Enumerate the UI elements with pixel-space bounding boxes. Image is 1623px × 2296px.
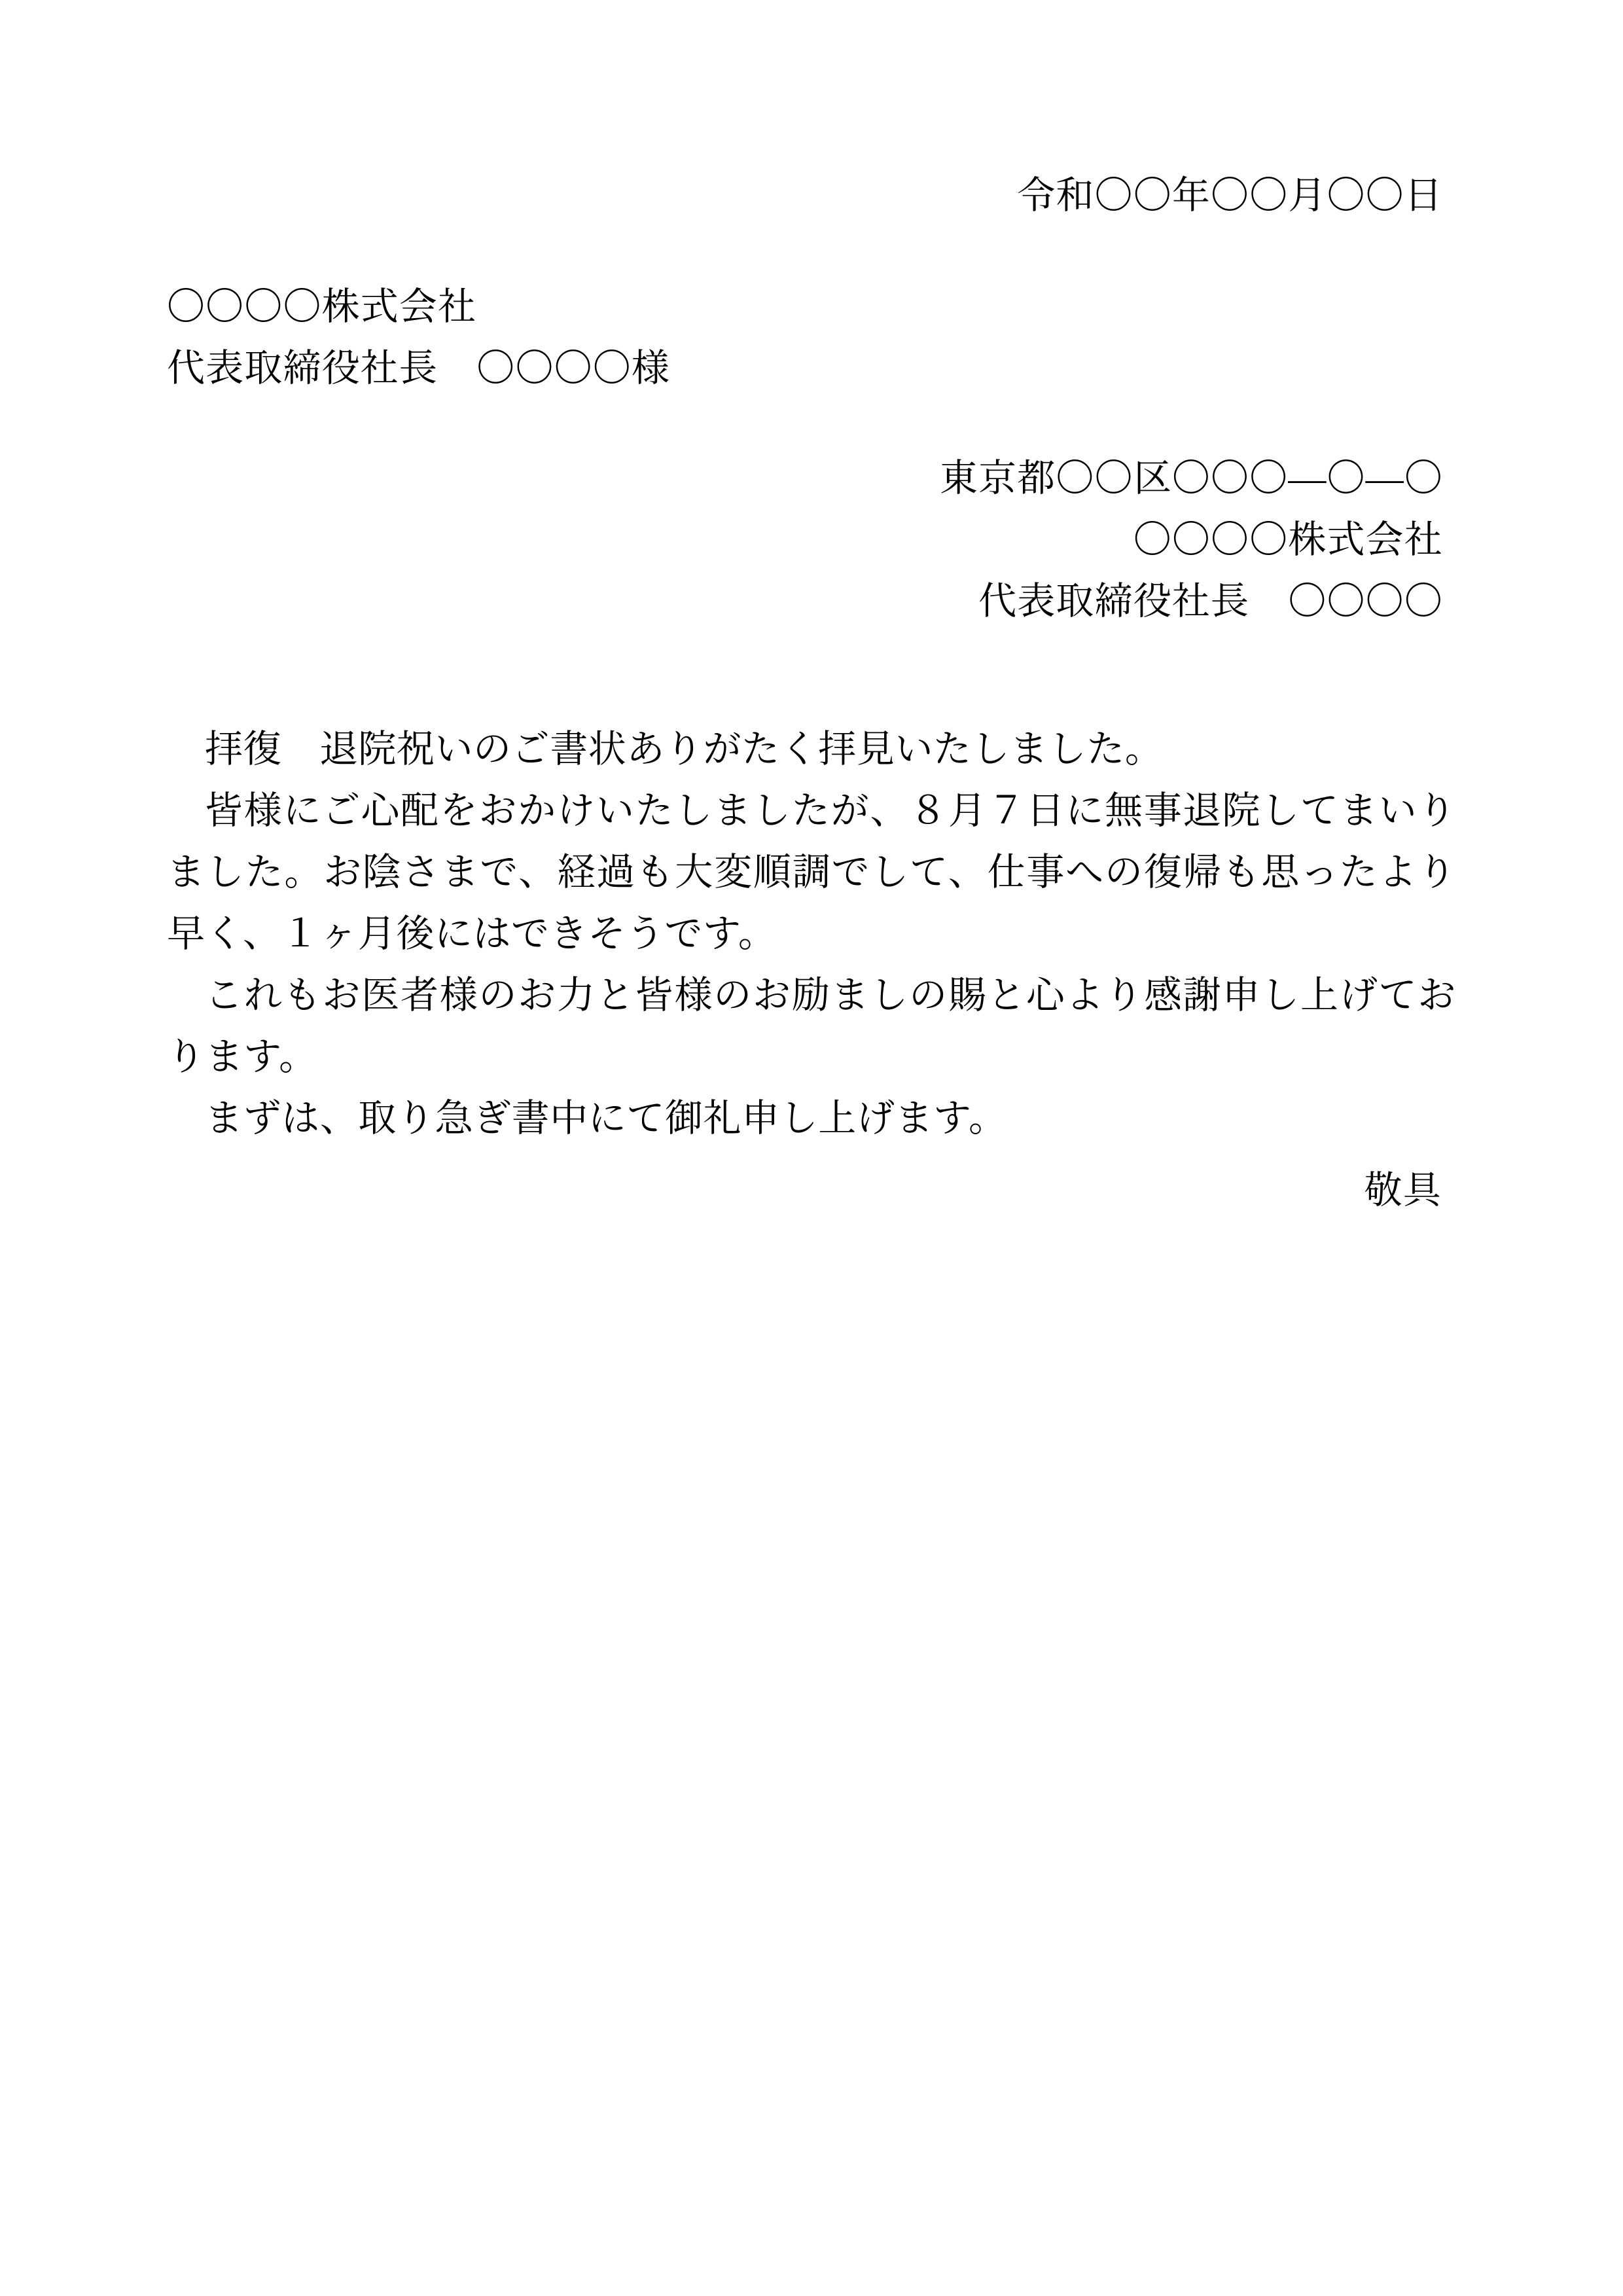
body-paragraph-1: 皆様にご心配をおかけいたしましたが、８月７日に無事退院してまいりました。お陰さまで、経過も大変順調でして、仕事への復帰も思ったより早く、１ヶ月後にはできそうです。 <box>167 789 1456 955</box>
sender-person: 代表取締役社長 〇〇〇〇 <box>978 580 1443 622</box>
sender-company: 〇〇〇〇株式会社 <box>1133 518 1443 561</box>
sender-address: 東京都〇〇区〇〇〇—〇—〇 <box>939 457 1443 499</box>
date-block <box>167 174 1456 217</box>
body-paragraph-2: これもお医者様のお力と皆様のお励ましの賜と心より感謝申し上げております。 <box>167 973 1456 1078</box>
recipient-block <box>167 285 1456 389</box>
closing-word: 敬具 <box>1364 1168 1442 1211</box>
letter-body <box>167 719 1456 1149</box>
letter-date: 令和〇〇年〇〇月〇〇日 <box>1017 174 1443 217</box>
sender-block <box>167 459 1456 620</box>
body-salutation: 拝復 退院祝いのご書状ありがたく拝見いたしました。 <box>205 728 1164 770</box>
closing-block <box>167 1168 1456 1211</box>
recipient-company: 〇〇〇〇株式会社 <box>167 285 477 328</box>
body-paragraph-3: まずは、取り急ぎ書中にて御礼申し上げます。 <box>205 1096 1007 1139</box>
recipient-person: 代表取締役社長 〇〇〇〇様 <box>167 347 671 389</box>
